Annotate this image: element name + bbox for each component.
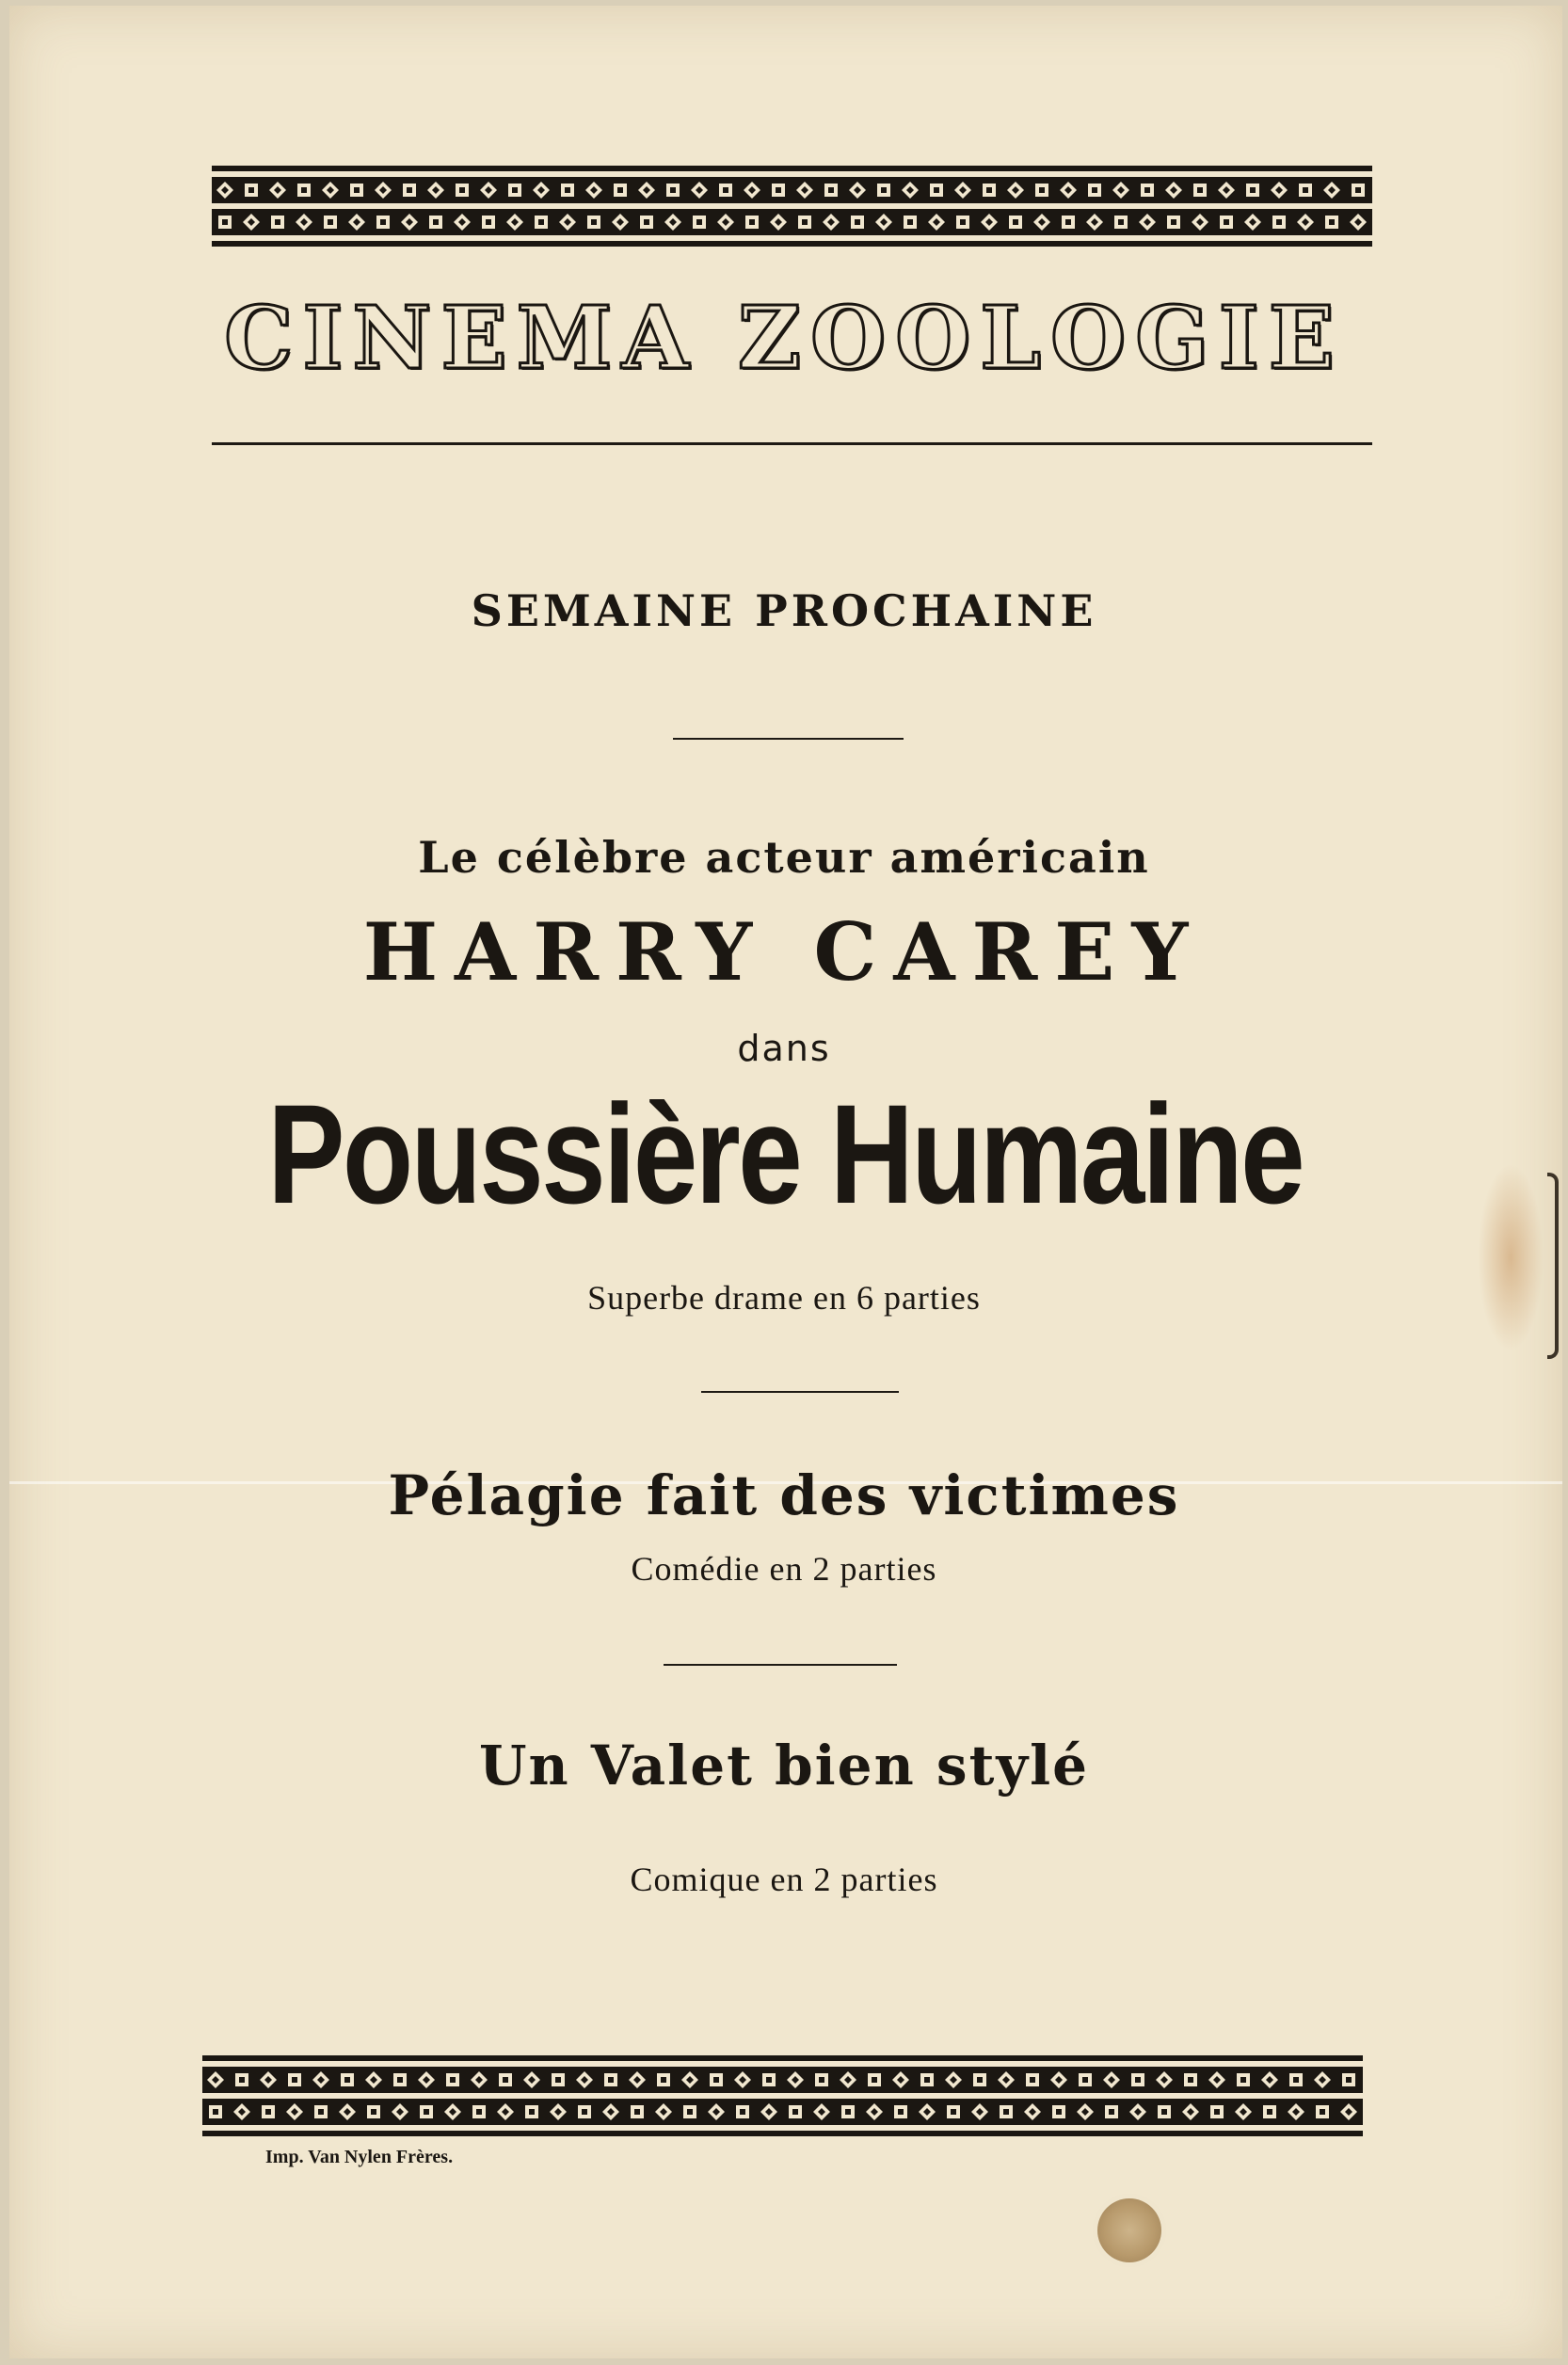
separator-rule-2 [701, 1391, 899, 1393]
separator-rule-1 [673, 738, 904, 740]
header-rule [212, 442, 1372, 445]
third-film-description: Comique en 2 parties [630, 1861, 938, 1898]
feature-description: Superbe drame en 6 parties [587, 1279, 981, 1317]
separator-rule-3 [664, 1664, 897, 1666]
second-film-description: Comédie en 2 parties [631, 1550, 937, 1588]
feature-intro: Le célèbre acteur américain [418, 832, 1150, 883]
bottom-ornamental-border [202, 2055, 1363, 2136]
actor-name: HARRY CAREY [362, 905, 1206, 999]
venue-name: CINEMA ZOOLOGIE [224, 287, 1344, 389]
printer-imprint: Imp. Van Nylen Frères. [265, 2147, 454, 2167]
feature-title: Poussière Humaine [267, 1075, 1304, 1233]
top-ornamental-border [212, 166, 1372, 247]
staple [1547, 1173, 1559, 1359]
feature-connector: dans [737, 1028, 831, 1069]
rust-stain [1478, 1163, 1544, 1351]
staple-hole [1097, 2198, 1161, 2262]
second-film-title: Pélagie fait des victimes [388, 1463, 1180, 1527]
third-film-title: Un Valet bien stylé [478, 1734, 1090, 1798]
week-heading: SEMAINE PROCHAINE [471, 585, 1097, 636]
